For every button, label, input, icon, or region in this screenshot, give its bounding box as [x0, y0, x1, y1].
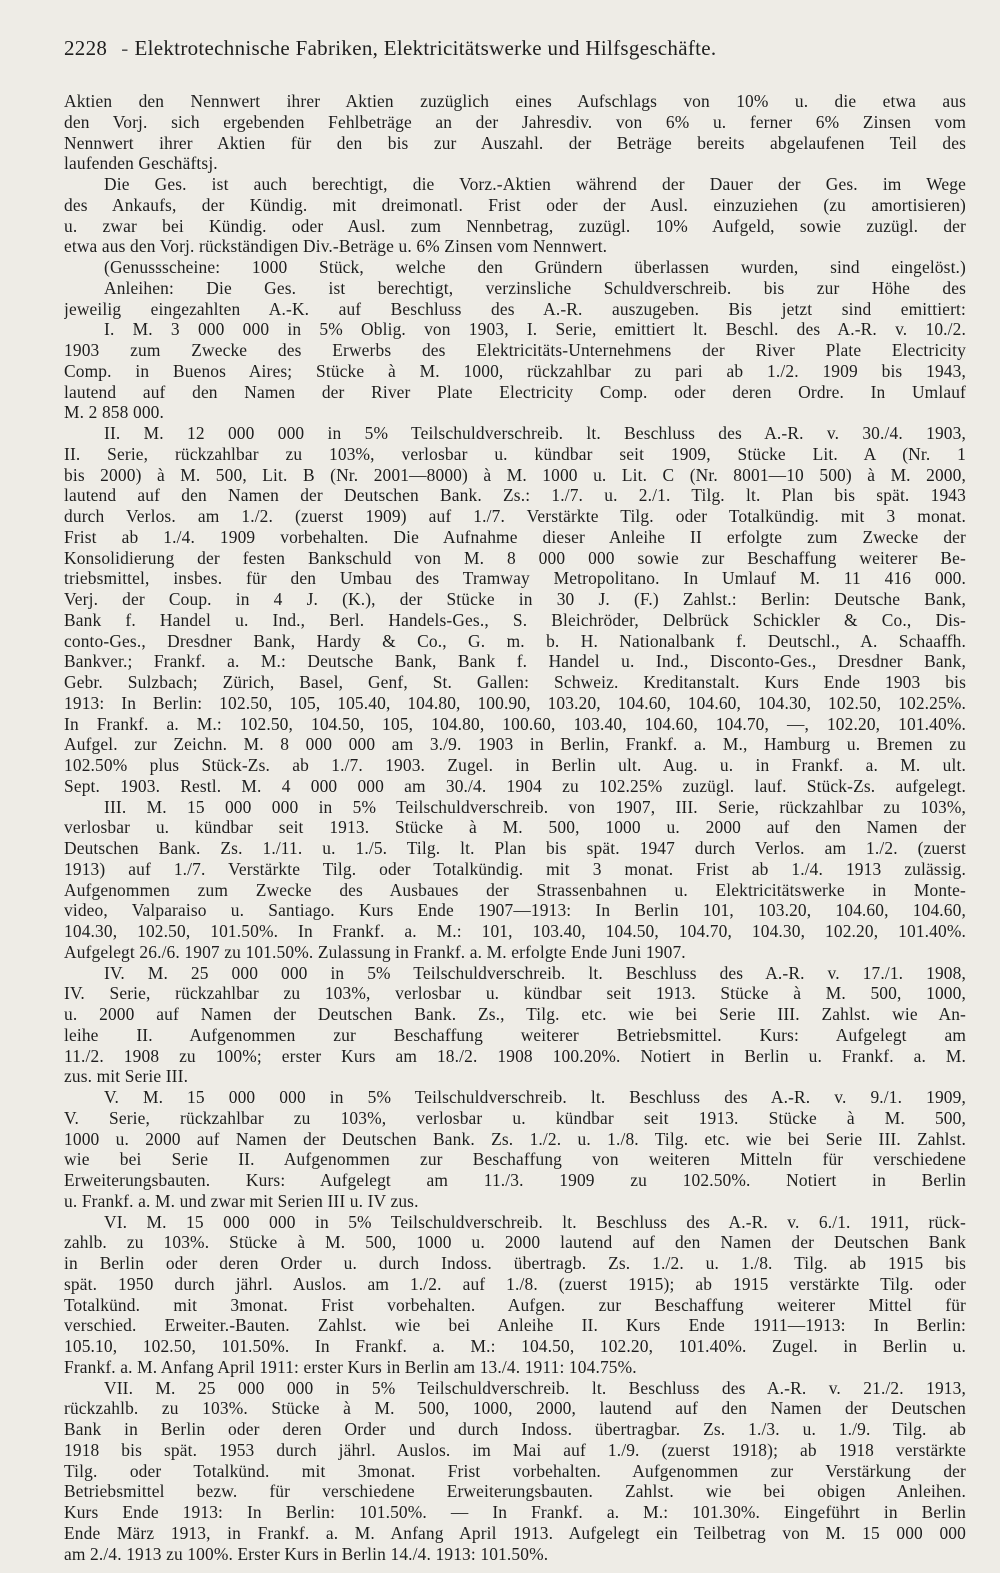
- text-line: I. M. 3 000 000 in 5% Oblig. von 1903, I. Serie, emittiert lt. Beschl. des A.-R. v. 10./2.: [104, 319, 966, 340]
- text-line: VI. M. 15 000 000 in 5% Teilschuldverschreib. lt. Beschluss des A.-R. v. 6./1. 1911, rück-: [104, 1211, 966, 1232]
- text-line: u. zwar bei Kündig. oder Ausl. zum Nennbetrag, zuzügl. 10% Aufgeld, sowie zuzügl. der: [64, 215, 966, 236]
- text-line: Erweiterungsbauten. Kurs: Aufgelegt am 11./3. 1909 zu 102.50%. Notiert in Berlin: [64, 1170, 966, 1190]
- text-line: Aufgel. zur Zeichn. M. 8 000 000 am 3./9. 1903 in Berlin, Frankf. a. M., Hamburg u. Bremen zu: [64, 734, 966, 755]
- text-line: Gebr. Sulzbach; Zürich, Basel, Genf, St. Gallen: Schweiz. Kreditanstalt. Kurs Ende 1903 bis: [64, 672, 966, 692]
- text-line: II. Serie, rückzahlbar zu 103%, verlosbar u. kündbar seit 1909, Stücke Lit. A (Nr. 1: [64, 443, 966, 464]
- text-line: II. M. 12 000 000 in 5% Teilschuldverschreib. lt. Beschluss des A.-R. v. 30./4. 1903,: [104, 423, 966, 443]
- text-line: VII. M. 25 000 000 in 5% Teilschuldverschreib. lt. Beschluss des A.-R. v. 21./2. 1913,: [104, 1377, 966, 1398]
- text-line: V. Serie, rückzahlbar zu 103%, verlosbar u. kündbar seit 1913. Stücke à M. 500,: [64, 1107, 966, 1128]
- text-line: Ende März 1913, in Frankf. a. M. Anfang April 1913. Aufgelegt ein Teilbetrag von M. 15 000 000: [64, 1522, 966, 1543]
- text-line: In Frankf. a. M.: 102.50, 104.50, 105, 104.80, 100.60, 103.40, 104.60, 104.70, —, 102.20, 101.40%.: [64, 713, 966, 734]
- text-line: wie bei Serie II. Aufgenommen zur Beschaffung von weiteren Mitteln für verschiedene: [64, 1149, 966, 1170]
- text-line: durch Verlos. am 1./2. (zuerst 1909) auf 1./7. Verstärkte Tilg. oder Totalkündig. mit 3 monat.: [64, 506, 966, 526]
- body-text: [64, 91, 966, 1564]
- text-line: Nennwert ihrer Aktien für den bis zur Auszahl. der Beträge bereits abgelaufenen Teil des: [64, 132, 966, 153]
- text-line: des Ankaufs, der Kündig. mit dreimonatl. Frist oder der Ausl. einzuziehen (zu amortisieren): [64, 194, 966, 215]
- text-line: IV. Serie, rückzahlbar zu 103%, verlosbar u. kündbar seit 1913. Stücke à M. 500, 1000,: [64, 983, 966, 1004]
- text-line: 11./2. 1908 zu 100%; erster Kurs am 18./2. 1908 100.20%. Notiert in Berlin u. Frankf. a. M.: [64, 1045, 966, 1066]
- text-line: V. M. 15 000 000 in 5% Teilschuldverschreib. lt. Beschluss des A.-R. v. 9./1. 1909,: [104, 1087, 966, 1107]
- text-line: video, Valparaiso u. Santiago. Kurs Ende 1907—1913: In Berlin 101, 103.20, 104.60, 104.60,: [64, 900, 966, 921]
- text-line: Aufgenommen zum Zwecke des Ausbaues der Strassenbahnen u. Elektricitätswerke in Monte-: [64, 879, 966, 900]
- text-line: Frist ab 1./4. 1909 vorbehalten. Die Aufnahme dieser Anleihe II erfolgte zum Zwecke der: [64, 526, 966, 547]
- text-line: IV. M. 25 000 000 in 5% Teilschuldverschreib. lt. Beschluss des A.-R. v. 17./1. 1908,: [104, 962, 966, 983]
- text-line: conto-Ges., Dresdner Bank, Hardy & Co., G. m. b. H. Nationalbank f. Deutschl., A. Schaaffh.: [64, 630, 966, 651]
- header-separator: -: [121, 36, 129, 60]
- text-line: spät. 1950 durch jährl. Auslos. am 1./2. auf 1./8. (zuerst 1915); ab 1915 verstärkte Tilg. oder: [64, 1273, 966, 1294]
- text-line: Totalkünd. mit 3monat. Frist vorbehalten. Aufgen. zur Beschaffung weiterer Mittel für: [64, 1294, 966, 1315]
- page-header: [64, 36, 966, 61]
- text-line: Bank in Berlin oder deren Order und durch Indoss. übertragbar. Zs. 1./3. u. 1./9. Tilg. ab: [64, 1419, 966, 1439]
- text-line: triebsmittel, insbes. für den Umbau des Tramway Metropolitano. In Umlauf M. 11 416 000.: [64, 568, 966, 589]
- text-line: III. M. 15 000 000 in 5% Teilschuldverschreib. von 1907, III. Serie, rückzahlbar zu 103%,: [104, 796, 966, 817]
- text-line: Betriebsmittel bezw. für verschiedene Erweiterungsbauten. Zahlst. wie bei obigen Anleihen.: [64, 1481, 966, 1502]
- text-line: Bankver.; Frankf. a. M.: Deutsche Bank, Bank f. Handel u. Ind., Disconto-Ges., Dresdner Bank,: [64, 651, 966, 672]
- text-line: zahlb. zu 103%. Stücke à M. 500, 1000 u. 2000 lautend auf den Namen der Deutschen Bank: [64, 1232, 966, 1253]
- text-line: laufenden Geschäftsj.: [64, 153, 218, 174]
- text-line: in Berlin oder deren Order u. durch Indoss. übertragb. Zs. 1./2. u. 1./8. Tilg. ab 1915 bis: [64, 1253, 966, 1273]
- text-line: zus. mit Serie III.: [64, 1066, 189, 1087]
- text-line: Bank f. Handel u. Ind., Berl. Handels-Ges., S. Bleichröder, Delbrück Schickler & Co., Dis-: [64, 609, 966, 630]
- text-line: Deutschen Bank. Zs. 1./11. u. 1./5. Tilg. lt. Plan bis spät. 1947 durch Verlos. am 1./2. (zuerst: [64, 838, 966, 858]
- text-line: verschied. Erweiter.-Bauten. Zahlst. wie bei Anleihe II. Kurs Ende 1911—1913: In Berlin:: [64, 1315, 966, 1336]
- text-line: verlosbar u. kündbar seit 1913. Stücke à M. 500, 1000 u. 2000 auf den Namen der: [64, 817, 966, 838]
- text-line: Aktien den Nennwert ihrer Aktien zuzüglich eines Aufschlags von 10% u. die etwa aus: [64, 91, 966, 111]
- text-line: Konsolidierung der festen Bankschuld von M. 8 000 000 sowie zur Beschaffung weiterer Be-: [64, 547, 966, 568]
- text-line: lautend auf den Namen der River Plate Electricity Comp. oder deren Ordre. In Umlauf: [64, 381, 966, 402]
- text-line: den Vorj. sich ergebenden Fehlbeträge an der Jahresdiv. von 6% u. ferner 6% Zinsen vom: [64, 111, 966, 132]
- text-line: M. 2 858 000.: [64, 402, 165, 423]
- text-line: jeweilig eingezahlten A.-K. auf Beschluss des A.-R. auszugeben. Bis jetzt sind emittiert:: [64, 298, 966, 319]
- text-line: Comp. in Buenos Aires; Stücke à M. 1000, rückzahlbar zu pari ab 1./2. 1909 bis 1943,: [64, 360, 966, 381]
- text-line: Sept. 1903. Restl. M. 4 000 000 am 30./4. 1904 zu 102.25% zuzügl. lauf. Stück-Zs. aufgelegt.: [64, 775, 966, 796]
- text-line: Aufgelegt 26./6. 1907 zu 101.50%. Zulassung in Frankf. a. M. erfolgte Ende Juni 1907.: [64, 941, 686, 962]
- text-line: etwa aus den Vorj. rückständigen Div.-Beträge u. 6% Zinsen vom Nennwert.: [64, 236, 608, 257]
- text-line: rückzahlb. zu 103%. Stücke à M. 500, 1000, 2000, lautend auf den Namen der Deutschen: [64, 1398, 966, 1419]
- text-line: Anleihen: Die Ges. ist berechtigt, verzinsliche Schuldverschreib. bis zur Höhe des: [104, 277, 966, 298]
- text-line: u. Frankf. a. M. und zwar mit Serien III u. IV zus.: [64, 1190, 419, 1211]
- text-line: am 2./4. 1913 zu 100%. Erster Kurs in Berlin 14./4. 1913: 101.50%.: [64, 1543, 549, 1564]
- text-line: Kurs Ende 1913: In Berlin: 101.50%. — In Frankf. a. M.: 101.30%. Eingeführt in Berlin: [64, 1502, 966, 1522]
- text-line: lautend auf den Namen der Deutschen Bank. Zs.: 1./7. u. 2./1. Tilg. lt. Plan bis spät. 1943: [64, 485, 966, 506]
- text-line: u. 2000 auf Namen der Deutschen Bank. Zs., Tilg. etc. wie bei Serie III. Zahlst. wie An-: [64, 1004, 966, 1024]
- text-line: (Genussscheine: 1000 Stück, welche den Gründern überlassen wurden, sind eingelöst.): [104, 257, 966, 277]
- text-line: Tilg. oder Totalkünd. mit 3monat. Frist vorbehalten. Aufgenommen zur Verstärkung der: [64, 1460, 966, 1481]
- text-line: 102.50% plus Stück-Zs. ab 1./7. 1903. Zugel. in Berlin ult. Aug. u. in Frankf. a. M. ult.: [64, 755, 966, 775]
- text-line: 1913) auf 1./7. Verstärkte Tilg. oder Totalkündig. mit 3 monat. Frist ab 1./4. 1913 zulässig.: [64, 858, 966, 879]
- text-line: Die Ges. ist auch berechtigt, die Vorz.-Aktien während der Dauer der Ges. im Wege: [104, 174, 966, 194]
- text-line: Frankf. a. M. Anfang April 1911: erster Kurs in Berlin am 13./4. 1911: 104.75%.: [64, 1356, 637, 1377]
- text-line: 1918 bis spät. 1953 durch jährl. Auslos. im Mai auf 1./9. (zuerst 1918); ab 1918 verstärkte: [64, 1439, 966, 1460]
- text-line: 1913: In Berlin: 102.50, 105, 105.40, 104.80, 100.90, 103.20, 104.60, 104.60, 104.30, 102.50, 102.25%.: [64, 692, 966, 713]
- text-line: leihe II. Aufgenommen zur Beschaffung weiterer Betriebsmittel. Kurs: Aufgelegt am: [64, 1024, 966, 1045]
- page-number: 2228: [64, 36, 108, 60]
- text-line: 105.10, 102.50, 101.50%. In Frankf. a. M.: 104.50, 102.20, 101.40%. Zugel. in Berlin u.: [64, 1336, 966, 1356]
- text-line: Verj. der Coup. in 4 J. (K.), der Stücke in 30 J. (F.) Zahlst.: Berlin: Deutsche Bank,: [64, 589, 966, 609]
- text-line: 1000 u. 2000 auf Namen der Deutschen Bank. Zs. 1./2. u. 1./8. Tilg. etc. wie bei Serie III. Zahlst.: [64, 1128, 966, 1149]
- text-line: bis 2000) à M. 500, Lit. B (Nr. 2001—8000) à M. 1000 u. Lit. C (Nr. 8001—10 500) à M. 2000,: [64, 464, 966, 485]
- running-head: Elektrotechnische Fabriken, Elektricitätswerke und Hilfsgeschäfte.: [134, 36, 717, 60]
- text-line: 1903 zum Zwecke des Erwerbs des Elektricitäts-Unternehmens der River Plate Electricity: [64, 340, 966, 360]
- text-line: 104.30, 102.50, 101.50%. In Frankf. a. M.: 101, 103.40, 104.50, 104.70, 104.30, 102.20, 101.40%.: [64, 921, 966, 941]
